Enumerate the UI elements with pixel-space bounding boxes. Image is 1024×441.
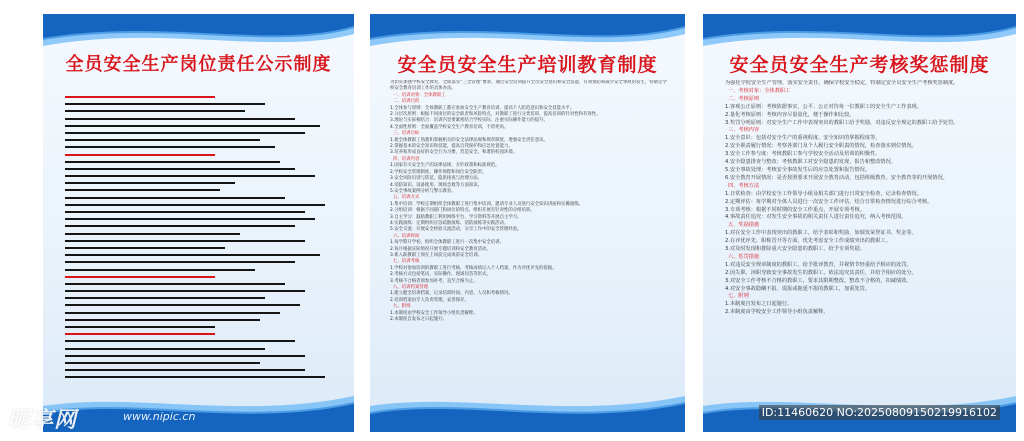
redacted-text-line bbox=[65, 118, 295, 120]
section-heading: 三、考核内容 bbox=[728, 127, 760, 134]
board-body-text bbox=[725, 80, 998, 402]
paragraph: 4.全面性原则：全面覆盖学校安全生产教育培训，不留死角。 bbox=[390, 124, 509, 130]
redacted-text-line bbox=[65, 204, 325, 206]
redacted-text-line bbox=[65, 376, 325, 378]
paragraph: 1.本制度自发布之日起施行。 bbox=[725, 301, 793, 308]
paragraph: 1.使全体教职工熟悉和掌握相关的安全法律法规和规章制度，增强安全责任意识。 bbox=[390, 137, 548, 143]
paragraph: 1.每学期开学初，组织全体教职工进行一次集中安全培训。 bbox=[390, 240, 504, 246]
paragraph: 1.建立健全培训档案，记录培训时间、内容、人员和考核情况。 bbox=[390, 291, 513, 297]
board-title: 全员安全生产岗位责任公示制度 bbox=[65, 54, 332, 75]
redacted-text-line bbox=[65, 269, 255, 271]
watermark-logo: 昵享网 bbox=[8, 408, 78, 433]
redacted-text-line bbox=[65, 225, 295, 227]
paragraph: 2.在评优评先、职称晋升等方面，优先考虑安全工作成绩突出的教职工。 bbox=[725, 238, 891, 245]
paragraph: 5.安全事故处理：考核安全事故发生后的应急处置和报告情况。 bbox=[725, 166, 871, 173]
section-heading: 六、培训时间 bbox=[393, 233, 420, 239]
paragraph: 3.对及时发现和排除重大安全隐患的教职工，给予专项奖励。 bbox=[725, 246, 865, 253]
paragraph: 3.考核不合格者须参加补考，直至合格为止。 bbox=[390, 278, 478, 284]
paragraph: 1.集中培训：学校定期组织全体教职工进行集中培训，邀请专业人员进行安全知识讲座和实操演练。 bbox=[390, 201, 583, 207]
redacted-text-line bbox=[65, 197, 285, 199]
redacted-heading-line bbox=[65, 154, 215, 156]
paragraph: 2.因失职、渎职导致安全事故发生的教职工，依法追究其责任，并给予相应的处分。 bbox=[725, 269, 917, 276]
section-heading: 二、考核原则 bbox=[728, 95, 760, 102]
redacted-text-line bbox=[65, 189, 220, 191]
paragraph: 1.对在安全工作中表现突出的教职工，给予表彰和奖励，如颁发荣誉证书、奖金等。 bbox=[725, 230, 917, 237]
board-body-text bbox=[390, 80, 667, 402]
paragraph: 1.学校对参加培训的教职工进行考核，考核成绩记入个人档案，作为评优评先的依据。 bbox=[390, 265, 557, 271]
paragraph: 3.安全工作参与度：考核教职工参与学校安全活动及培训的积极性。 bbox=[725, 151, 881, 158]
section-heading: 一、考核对象：全体教职工 bbox=[728, 87, 791, 94]
paragraph: 4.消防知识、设备使用、现场急救等方面知识。 bbox=[390, 182, 483, 188]
paragraph: 2.分组培训：根据不同部门和岗位的特点，组织开展有针对性的分组培训。 bbox=[390, 208, 535, 214]
bottom-wave-decoration bbox=[370, 392, 685, 432]
section-heading: 二、培训目的 bbox=[393, 99, 420, 105]
redacted-heading-line bbox=[65, 276, 215, 278]
section-heading: 七、附则 bbox=[728, 293, 749, 300]
redacted-text-line bbox=[65, 326, 215, 328]
paragraph: 2.本制度自发布之日起施行。 bbox=[390, 317, 447, 323]
paragraph: 1.日常检查：由学校安全工作领导小组及相关部门进行日常安全检查，记录检查情况。 bbox=[725, 190, 922, 197]
paragraph: 1.全体参与原则：全体教职工都应参加安全生产教育培训，提高个人防范意识和安全技能水平。 bbox=[390, 105, 575, 111]
paragraph: 4.对安全事故隐瞒不报、谎报或拖延不报的教职工，加重处罚。 bbox=[725, 285, 871, 292]
paragraph: 3.奖罚分明原则：对安全生产工作中表现突出的教职工给予奖励，对违反安全规定的教职工给予处罚。 bbox=[725, 119, 959, 126]
redacted-text-line bbox=[65, 211, 305, 213]
paragraph: 2.本制度由学校安全工作领导小组负责解释。 bbox=[725, 309, 829, 316]
paragraph: 3.理论与实际相结合：培训内容要紧密结合学校实际，注重实际操作能力的提升。 bbox=[390, 118, 548, 124]
bottom-wave-decoration bbox=[43, 392, 354, 432]
redacted-text-line bbox=[65, 290, 305, 292]
redacted-text-line bbox=[65, 340, 295, 342]
paragraph: 2.安全职责履行情况：考察各部门及个人履行安全职责的情况，检查落实到位情况。 bbox=[725, 143, 917, 150]
redacted-text-line bbox=[65, 110, 245, 112]
section-heading: 七、培训考核 bbox=[393, 259, 420, 265]
image-id-label: ID:11460620 NO:20250809150219916102 bbox=[759, 405, 1000, 420]
section-heading: 九、附则 bbox=[393, 304, 411, 310]
redacted-text-line bbox=[65, 139, 260, 141]
redacted-text-line bbox=[65, 355, 305, 357]
redacted-text-line bbox=[65, 175, 315, 177]
paragraph: 1.对违反安全规章制度的教职工，给予批评教育，并视情节轻重给予相应的处罚。 bbox=[725, 261, 912, 268]
paragraph: 2.定期评估：每学期对全体人员进行一次安全工作评估，结合日常检查情况进行综合考核。 bbox=[725, 198, 933, 205]
redacted-text-line bbox=[65, 369, 305, 371]
paragraph: 1.安全意识：包括对安全生产的重视程度、安全知识的掌握程度等。 bbox=[725, 135, 881, 142]
paragraph: 3.新入职教职工须在上岗前完成岗前安全培训。 bbox=[390, 252, 483, 258]
section-heading: 一、培训对象：全体教职工 bbox=[393, 92, 446, 98]
board-title: 安全员安全生产培训教育制度 bbox=[397, 54, 658, 76]
paragraph: 2.量化考核原则：考核内容尽量量化，便于操作和比较。 bbox=[725, 111, 855, 118]
redacted-text-line bbox=[65, 168, 295, 170]
poster-board-2 bbox=[370, 14, 685, 432]
paragraph: 2.学校安全管理制度、操作规程和岗位安全职责。 bbox=[390, 169, 487, 175]
redacted-text-line bbox=[65, 146, 275, 148]
redacted-heading-line bbox=[65, 333, 215, 335]
paragraph: 3.专项考核：根据不同时期的安全工作重点，开展专项考核。 bbox=[725, 206, 865, 213]
redacted-text-line bbox=[65, 348, 265, 350]
redacted-text-line bbox=[65, 283, 285, 285]
paragraph: 2.每月根据实际情况开展专题培训和安全教育活动。 bbox=[390, 246, 491, 252]
paragraph: 6.安全教育开展情况：是否按照要求开展安全教育活动，包括班级教育、安全教育等的开展情况。 bbox=[725, 174, 948, 181]
redacted-text-line bbox=[65, 247, 225, 249]
section-heading: 八、培训档案管理 bbox=[393, 285, 429, 290]
section-heading: 四、考核方法 bbox=[728, 182, 760, 189]
paragraph: 为切实加强学校安全教育，全面落实“三全管理”要求，通过安全培训提升全员安全意识和安全技能，有效预防和减少安全事故的发生，特制定学校安全教育培训工作的具体办法。 bbox=[390, 80, 667, 92]
section-heading: 五、奖励措施 bbox=[728, 222, 760, 229]
redacted-text-line bbox=[65, 132, 305, 134]
paragraph: 4.事故责任追究：对发生安全事故的相关责任人进行责任追究，纳入考核范围。 bbox=[725, 214, 907, 221]
section-heading: 六、惩罚措施 bbox=[728, 253, 760, 260]
redacted-text-line bbox=[65, 240, 305, 242]
redacted-text-line bbox=[65, 304, 300, 306]
redacted-text-line bbox=[65, 297, 265, 299]
paragraph: 5.安全交流：开展安全经验交流活动，分享工作中的安全管理经验。 bbox=[390, 227, 522, 233]
redacted-text-line bbox=[65, 319, 260, 321]
paragraph: 4.安全隐患排查与整改：考核教职工对安全隐患的发现、报告和整改情况。 bbox=[725, 159, 896, 166]
paragraph: 3.培养和形成良好的安全行为习惯，营造安全、和谐的校园环境。 bbox=[390, 150, 518, 156]
paragraph: 1.客观公正原则：考核依据事实，公平、公正对待每一位教职工的安全生产工作表现。 bbox=[725, 103, 922, 110]
paragraph: 3.对安全工作考核不合格的教职工，要求其限期整改，整改不合格的，扣减绩效。 bbox=[725, 277, 912, 284]
paragraph: 1.国家有关安全生产的法律法规、方针政策和标准规范。 bbox=[390, 163, 500, 169]
redacted-text-line bbox=[65, 103, 265, 105]
section-heading: 五、培训方式 bbox=[393, 195, 420, 201]
redacted-text-line bbox=[65, 182, 235, 184]
paragraph: 3.自主学习：鼓励教职工利用网络平台、学习资料等开展自主学习。 bbox=[390, 214, 522, 220]
redacted-text-line bbox=[65, 261, 295, 263]
section-heading: 四、培训内容 bbox=[393, 156, 420, 162]
redacted-text-line bbox=[65, 161, 280, 163]
paragraph: 5.安全事故案例分析与警示教育。 bbox=[390, 188, 456, 194]
paragraph: 2.考核方式包括笔试、实际操作、现场问答等形式。 bbox=[390, 272, 491, 278]
paragraph: 2.分层次原则：根据不同岗位的安全职责和风险特点，对教职工进行分类培训，提高培训的针对性和有效性。 bbox=[390, 112, 601, 118]
redacted-text-line bbox=[65, 362, 260, 364]
redacted-text-line bbox=[65, 218, 315, 220]
paragraph: 4.实践演练：定期组织应急疏散演练、消防演练等实践活动。 bbox=[390, 220, 509, 226]
poster-board-1 bbox=[43, 14, 354, 432]
section-heading: 三、培训目标 bbox=[393, 131, 420, 137]
paragraph: 为强化学校安全生产管理，落实安全责任，确保学校安全稳定，特制定安全员安全生产考核奖惩制度。 bbox=[725, 80, 959, 86]
paragraph: 3.安全风险识别与防范，隐患排查与治理方法。 bbox=[390, 176, 483, 182]
redacted-text-lines bbox=[65, 96, 325, 384]
redacted-text-line bbox=[65, 254, 320, 256]
paragraph: 1.本制度由学校安全工作领导小组负责解释。 bbox=[390, 310, 478, 316]
redacted-text-line bbox=[65, 125, 320, 127]
redacted-text-line bbox=[65, 312, 280, 314]
poster-board-3 bbox=[703, 14, 1016, 432]
paragraph: 2.培训档案由专人负责管理，妥善保存。 bbox=[390, 297, 469, 303]
redacted-heading-line bbox=[65, 96, 215, 98]
board-title: 安全员安全生产考核奖惩制度 bbox=[729, 54, 990, 76]
paragraph: 2.掌握基本的安全知识和技能，提高自我保护和应急处置能力。 bbox=[390, 144, 513, 150]
watermark-url: www.nipic.cn bbox=[123, 410, 196, 423]
redacted-text-line bbox=[65, 233, 240, 235]
